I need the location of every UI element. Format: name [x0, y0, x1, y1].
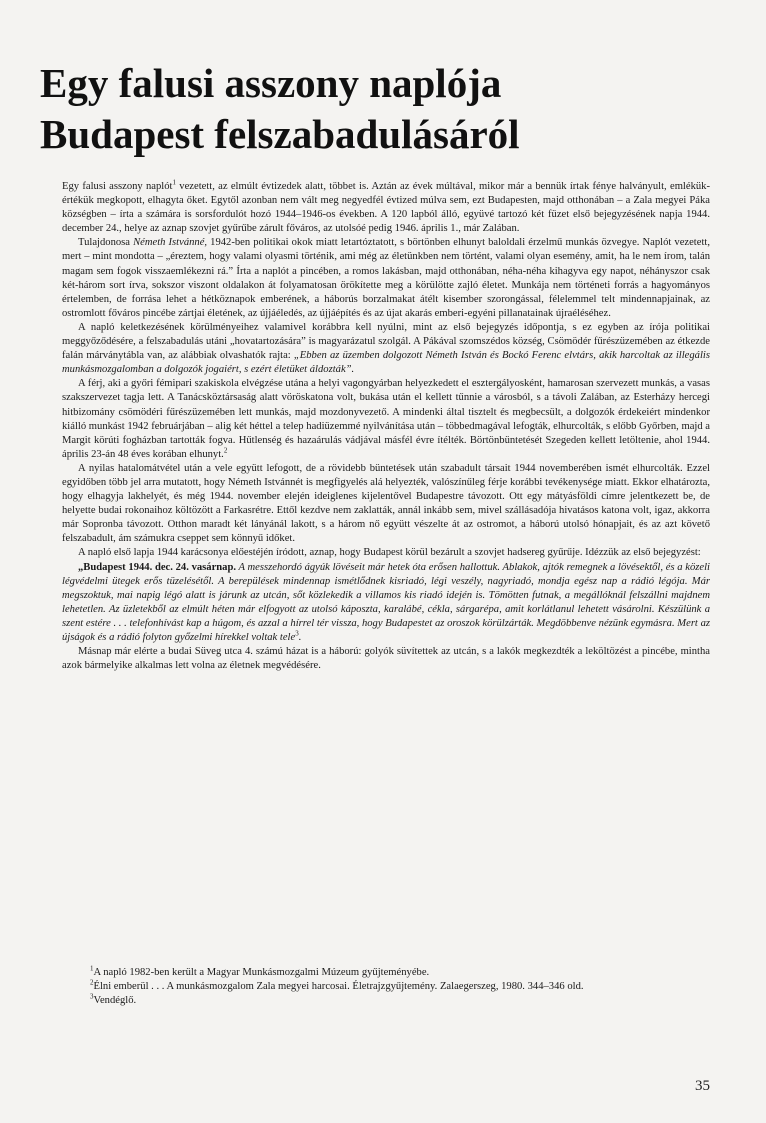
- footnotes: [90, 966, 710, 1008]
- text-run: A napló keletkezésének körülményeihez valamivel korábbra kell nyúlni, mint az első bejegyzés időpontja, s ez egyben az írója politikai meggyőződésére, a felszabadulás utáni „hovatartozására” is magyarázatul szolgál. A Pákával szomszédos község, Csömödér fűrészüzemében az étkezde falán márványtábla van, az alábbiak olvashatók rajta:: [62, 321, 710, 362]
- footnote-text: A napló 1982-ben került a Magyar Munkásmozgalmi Múzeum gyűjteményébe.: [93, 967, 430, 978]
- article-title: [40, 58, 740, 160]
- text-run: vezetett, az elmúlt évtizedek alatt, többet is. Aztán az évek múltával, mikor már a bennük írtak fénye halványult, emlékük-értékük megkopott, elhagyta őket. Egytől azonban nem vált meg negyedfél évtized múlva sem, ezt Budapesten, majd otthonában – a Zala megyei Páka községben – írta a számára is sorsfordulót hozó 1944–1946-os években. A 120 lapból álló, együvé tartozó két füzet első bejegyzésének napja 1944. december 24., helye az aznap szovjet gyűrűbe zárult főváros, az utolsóé pedig 1946. április 1., már Zalában.: [62, 181, 710, 235]
- title-line-1: Egy falusi asszony naplója: [40, 60, 502, 106]
- text-italic: Németh Istvánné,: [133, 237, 208, 249]
- paragraph: [62, 321, 710, 377]
- text-run: A napló első lapja 1944 karácsonya előestéjén íródott, aznap, hogy Budapest körül bezárult a szovjet hadsereg gyűrűje. Idézzük az első bejegyzést:: [78, 547, 701, 559]
- text-bold: „Budapest 1944. dec. 24. vasárnap.: [78, 561, 237, 573]
- text-run: Egy falusi asszony naplót: [62, 181, 173, 192]
- footnote-number: 1: [90, 964, 94, 973]
- text-italic: A messzehordó ágyúk lövéseit már hetek óta erősen hallottuk. Ablakok, ajtók remegnek a lövésektől, és a közeli légvédelmi ütegek erős tüzelésétől. A berepülések mindennap ismétlődnek kisriadó, légi veszély, nagyriadó, mondja egész nap a rádió légója. Már megszoktuk, mai napig légó alatt is járunk az utcán, sőt közlekedik a villamos kis riadó idején is. Tömötten futnak, a megállóknál felszállni majdnem lehetetlen. Az üzletekből az elmúlt héten már elfogyott az utolsó káposzta, karalábé, cékla, sárgarépa, amit korlátlanul lehetett vásárolni. Készülünk a szent estére . . . telefonhívást kap a húgom, és azzal a hírrel tér vissza, hogy Budapestet az oroszok körülzárták. Megdöbbenve nézünk egymásra. Mert az újságok és a rádió folyton győzelmi hírekkel voltak tele: [62, 561, 710, 643]
- footnote: [90, 994, 710, 1008]
- page-number: 35: [695, 1078, 710, 1094]
- paragraph: [62, 546, 710, 560]
- footnote-number: 2: [90, 978, 94, 987]
- article-body: [62, 180, 710, 673]
- text-run: 1942-ben politikai okok miatt letartóztatott, s börtönben elhunyt baloldali érzelmű munkás özvegye. Naplót vezetett, mert – mint mondotta – „éreztem, hogy valami olyasmi történik, ami még az életünkben nem történt, valami olyan esemény, amit, ha le nem írom, talán magam sem fogok visszaemlékezni rá.” Írta a naplót a pincében, a romos lakásban, majd otthonában, néha-néha kihagyva egy napot, néhányszor csak két-három sort írva, sokszor viszont oldalakon át folyamatosan örökítette meg a körülötte zajló életet. Munkája nem történeti forrás a hagyományos értelemben, de forrása lehet a hétköznapok emberének, a háborús borzalmakat átélt kisember szorongással, félelemmel telt mindennapjainak, az ostromlott főváros pincébe zártjai életének, az újjáéledés, az újjáépítés és az újat akarás emberi-egyéni pillanatainak újraéléséhez.: [62, 237, 710, 319]
- diary-quote: [62, 561, 710, 646]
- text-run: A nyilas hatalomátvétel után a vele együtt lefogott, de a rövidebb büntetések után szabadult társait 1944 novemberében ismét elhurcolták. Ezzel egyidőben több jel arra mutatott, hogy Németh Istvánnét is megfigyelés alá helyezték, valószínűleg férje korábbi tevékenysége miatt. Ekkor elhatározta, hogy elhagyja lakhelyét, és még 1944. november elején ideiglenes kijelentővel Budapestre távozott. Ott egy mátyásföldi címre jelentkezett be, de helyette budai rokonaihoz költözött a Farkasrétre. Ettől kezdve nem zaklatták, annál inkább sem, mivel szállásadója hivatásos katona volt, igaz, akkorra már Sopronba távozott. Otthon maradt két lányánál lakott, s a három nő együtt vészelte át az ostromot, a háború utolsó hónapjait, és az azt követő felszabadult, ám számukra cseppet sem könnyű időket.: [62, 462, 710, 545]
- footnote: [90, 980, 710, 994]
- paragraph: [62, 180, 710, 236]
- footnote-text: Élni emberül . . . A munkásmozgalom Zala megyei harcosai. Életrajzgyűjtemény. Zalaegerszeg, 1980. 344–346 old.: [93, 981, 584, 993]
- text-run: Tulajdonosa: [78, 237, 134, 249]
- footnote-ref: 3: [295, 629, 299, 638]
- footnote-text: Vendéglő.: [93, 995, 137, 1007]
- paragraph: [62, 462, 710, 547]
- footnote: [90, 966, 710, 980]
- text-run: Másnap már elérte a budai Süveg utca 4. számú házat is a háború: golyók süvítettek az utcán, s a lakók megkezdték a leköltözést a pincébe, mintha azok bármelyike alkalmas lett volna az életnek megvédésére.: [62, 646, 710, 672]
- title-line-2: Budapest felszabadulásáról: [40, 111, 520, 157]
- paragraph: [62, 377, 710, 462]
- text-run: A férj, aki a győri fémipari szakiskola elvégzése utána a helyi vagongyárban helyezkedett el esztergályosként, hamarosan szervezett munkás, a vasas szakszervezet tagja lett. A Tanácsköztársaság alatt vöröskatona volt, bukása után el kellett tűnnie a városból, s a távoli Zalában, az Esterházy hercegi hitbizomány csömödéri fűrészüzemében lett munkás, majd mozdonyvezető. A mindenki által tisztelt és megbecsült, a dolgozók érdekeiért mindenkor kiálló munkást 1942 februárjában – alig két héttel a telep hadiüzemmé nyilvánítása után – többedmagával lefogták, elhurcolták, s előbb Győrben, majd a Margit körúti fogházban tartották fogva. Hűtlenség és hazaárulás vádjával másfél évre ítélték. Börtönbüntetését Szegeden kellett letöltenie, ahol 1944. április 23-án 48 éves korában elhunyt.: [62, 378, 710, 460]
- text-italic: „Ebben az üzemben dolgozott Németh István és Bockó Ferenc elvtárs, akik harcoltak az illegális munkásmozgalomban a dolgozók jogaiért, s ezért életüket áldozták”.: [62, 350, 710, 376]
- footnote-ref: 1: [172, 178, 176, 187]
- footnote-number: 3: [90, 992, 94, 1001]
- footnote-ref: 2: [223, 446, 228, 455]
- paragraph: [62, 645, 710, 673]
- text-italic: .: [298, 632, 302, 643]
- paragraph: [62, 236, 710, 321]
